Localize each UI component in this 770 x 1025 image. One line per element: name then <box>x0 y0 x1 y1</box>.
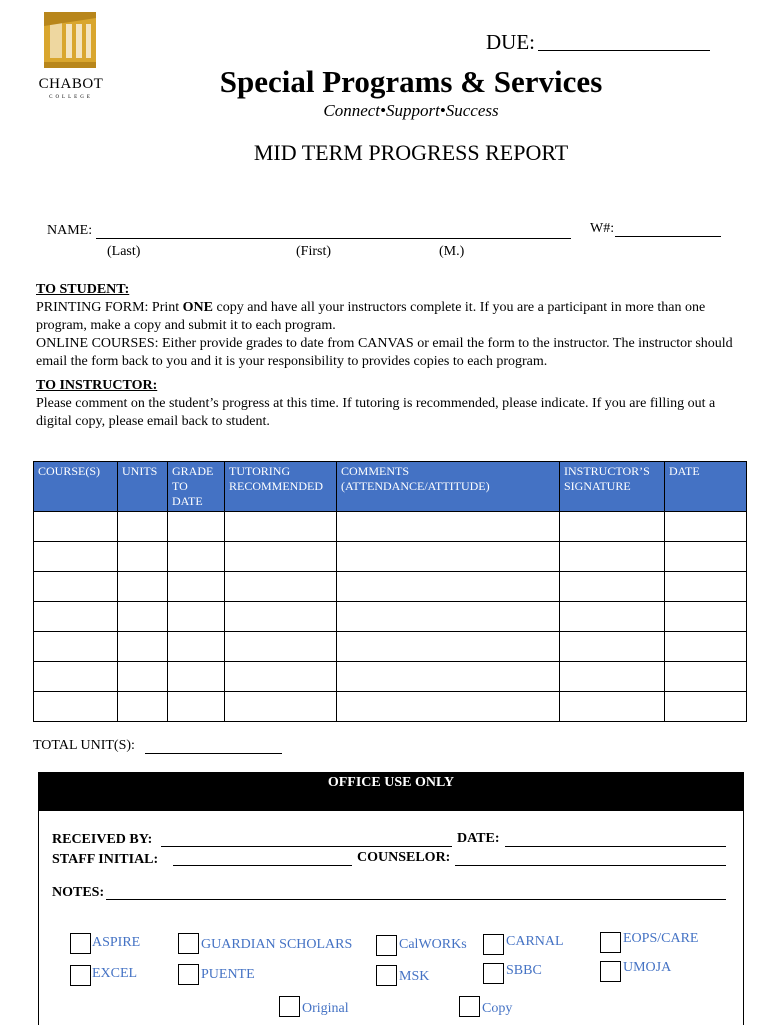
course-cell[interactable] <box>34 632 118 662</box>
staff-initial-label: STAFF INITIAL: <box>52 852 159 867</box>
w-number-label: W#: <box>590 221 615 236</box>
label-guardian-scholars: GUARDIAN SCHOLARS <box>201 937 353 952</box>
total-units-line[interactable] <box>145 753 282 754</box>
notes-label: NOTES: <box>52 885 105 900</box>
checkbox-excel[interactable] <box>70 965 91 986</box>
label-carnal: CARNAL <box>506 934 564 949</box>
signature-cell[interactable] <box>560 572 665 602</box>
tutoring-cell[interactable] <box>225 662 337 692</box>
checkbox-copy[interactable] <box>459 996 480 1017</box>
tutoring-cell[interactable] <box>225 572 337 602</box>
tagline: Connect•Support•Success <box>323 101 499 120</box>
units-cell[interactable] <box>118 602 168 632</box>
checkbox-original[interactable] <box>279 996 300 1017</box>
notes-line[interactable] <box>106 899 726 900</box>
printing-form-text: PRINTING FORM: Print ONE copy and have all your instructors complete it. If you are a participant in more than one program, make a copy and submit it to each program. <box>36 300 706 333</box>
tutoring-cell[interactable] <box>225 692 337 722</box>
date-cell[interactable] <box>665 662 747 692</box>
instructor-heading: TO INSTRUCTOR: <box>36 378 158 393</box>
checkbox-sbbc[interactable] <box>483 963 504 984</box>
checkbox-puente[interactable] <box>178 964 199 985</box>
units-cell[interactable] <box>118 512 168 542</box>
table-row <box>34 632 747 662</box>
tutoring-cell[interactable] <box>225 512 337 542</box>
checkbox-carnal[interactable] <box>483 934 504 955</box>
date-cell[interactable] <box>665 692 747 722</box>
col-grade: GRADE TO DATE <box>168 462 225 512</box>
w-number-line[interactable] <box>615 236 721 237</box>
units-cell[interactable] <box>118 632 168 662</box>
date-cell[interactable] <box>665 632 747 662</box>
signature-cell[interactable] <box>560 602 665 632</box>
signature-cell[interactable] <box>560 632 665 662</box>
table-row <box>34 662 747 692</box>
counselor-line[interactable] <box>455 865 726 866</box>
label-calworks: CalWORKs <box>399 937 467 952</box>
logo-subtitle: COLLEGE <box>49 95 93 100</box>
signature-cell[interactable] <box>560 542 665 572</box>
checkbox-aspire[interactable] <box>70 933 91 954</box>
course-cell[interactable] <box>34 662 118 692</box>
col-courses: COURSE(S) <box>34 462 118 512</box>
units-cell[interactable] <box>118 542 168 572</box>
label-aspire: ASPIRE <box>92 935 141 950</box>
grade-cell[interactable] <box>168 572 225 602</box>
date-cell[interactable] <box>665 542 747 572</box>
grade-cell[interactable] <box>168 692 225 722</box>
units-cell[interactable] <box>118 662 168 692</box>
checkbox-eops-care[interactable] <box>600 932 621 953</box>
label-excel: EXCEL <box>92 966 138 981</box>
tutoring-cell[interactable] <box>225 602 337 632</box>
student-instructions <box>36 281 746 371</box>
comments-cell[interactable] <box>337 572 560 602</box>
due-line <box>538 50 710 51</box>
signature-cell[interactable] <box>560 662 665 692</box>
counselor-label: COUNSELOR: <box>357 850 451 865</box>
table-row <box>34 572 747 602</box>
col-signature: INSTRUCTOR’S SIGNATURE <box>560 462 665 512</box>
table-row <box>34 602 747 632</box>
online-courses-text: ONLINE COURSES: Either provide grades to date from CANVAS or email the form to the instructor. The instructor should email the form back to you and it is your responsibility to provides copies to each program. <box>36 336 733 369</box>
checkbox-umoja[interactable] <box>600 961 621 982</box>
date-cell[interactable] <box>665 572 747 602</box>
date-line[interactable] <box>505 846 726 847</box>
label-sbbc: SBBC <box>506 963 542 978</box>
label-eops-care: EOPS/CARE <box>623 931 699 946</box>
date-cell[interactable] <box>665 512 747 542</box>
table-header-row <box>34 462 747 512</box>
col-units: UNITS <box>118 462 168 512</box>
comments-cell[interactable] <box>337 632 560 662</box>
course-cell[interactable] <box>34 692 118 722</box>
total-units-label: TOTAL UNIT(S): <box>33 738 135 753</box>
middle-initial-hint: (M.) <box>439 244 465 259</box>
tutoring-cell[interactable] <box>225 542 337 572</box>
comments-cell[interactable] <box>337 662 560 692</box>
col-tutoring: TUTORING RECOMMENDED <box>225 462 337 512</box>
course-cell[interactable] <box>34 572 118 602</box>
comments-cell[interactable] <box>337 602 560 632</box>
comments-cell[interactable] <box>337 542 560 572</box>
office-use-heading: OFFICE USE ONLY <box>39 773 743 811</box>
units-cell[interactable] <box>118 572 168 602</box>
progress-table <box>33 461 747 722</box>
date-label: DATE: <box>457 831 500 846</box>
grade-cell[interactable] <box>168 512 225 542</box>
first-name-hint: (First) <box>296 244 331 259</box>
instructor-text: Please comment on the student’s progress at this time. If tutoring is recommended, please indicate. If you are filling out a digital copy, please email back to student. <box>36 396 716 429</box>
comments-cell[interactable] <box>337 692 560 722</box>
checkbox-guardian-scholars[interactable] <box>178 933 199 954</box>
due-field[interactable] <box>486 30 535 55</box>
logo-name: CHABOT <box>38 76 104 92</box>
table-row <box>34 512 747 542</box>
label-original: Original <box>302 1001 349 1016</box>
label-umoja: UMOJA <box>623 960 672 975</box>
date-cell[interactable] <box>665 602 747 632</box>
checkbox-msk[interactable] <box>376 965 397 986</box>
student-heading: TO STUDENT: <box>36 282 130 297</box>
name-input-line[interactable] <box>96 238 571 239</box>
grade-cell[interactable] <box>168 602 225 632</box>
due-label: DUE: <box>486 30 535 54</box>
signature-cell[interactable] <box>560 512 665 542</box>
grade-cell[interactable] <box>168 542 225 572</box>
label-msk: MSK <box>399 969 430 984</box>
report-title: MID TERM PROGRESS REPORT <box>253 140 569 165</box>
received-by-line[interactable] <box>161 846 452 847</box>
page-title: Special Programs & Services <box>219 64 603 99</box>
office-use-box <box>38 772 744 1025</box>
grade-cell[interactable] <box>168 662 225 692</box>
tutoring-cell[interactable] <box>225 632 337 662</box>
course-cell[interactable] <box>34 512 118 542</box>
units-cell[interactable] <box>118 692 168 722</box>
signature-cell[interactable] <box>560 692 665 722</box>
col-date: DATE <box>665 462 747 512</box>
comments-cell[interactable] <box>337 512 560 542</box>
grade-cell[interactable] <box>168 632 225 662</box>
table-row <box>34 692 747 722</box>
col-comments: COMMENTS (ATTENDANCE/ATTITUDE) <box>337 462 560 512</box>
label-puente: PUENTE <box>201 967 255 982</box>
name-label: NAME: <box>47 223 93 238</box>
checkbox-calworks[interactable] <box>376 935 397 956</box>
course-cell[interactable] <box>34 602 118 632</box>
staff-initial-line[interactable] <box>173 865 352 866</box>
last-name-hint: (Last) <box>107 244 141 259</box>
table-row <box>34 542 747 572</box>
label-copy: Copy <box>482 1001 513 1016</box>
course-cell[interactable] <box>34 542 118 572</box>
instructor-instructions <box>36 377 746 431</box>
received-by-label: RECEIVED BY: <box>52 832 153 847</box>
